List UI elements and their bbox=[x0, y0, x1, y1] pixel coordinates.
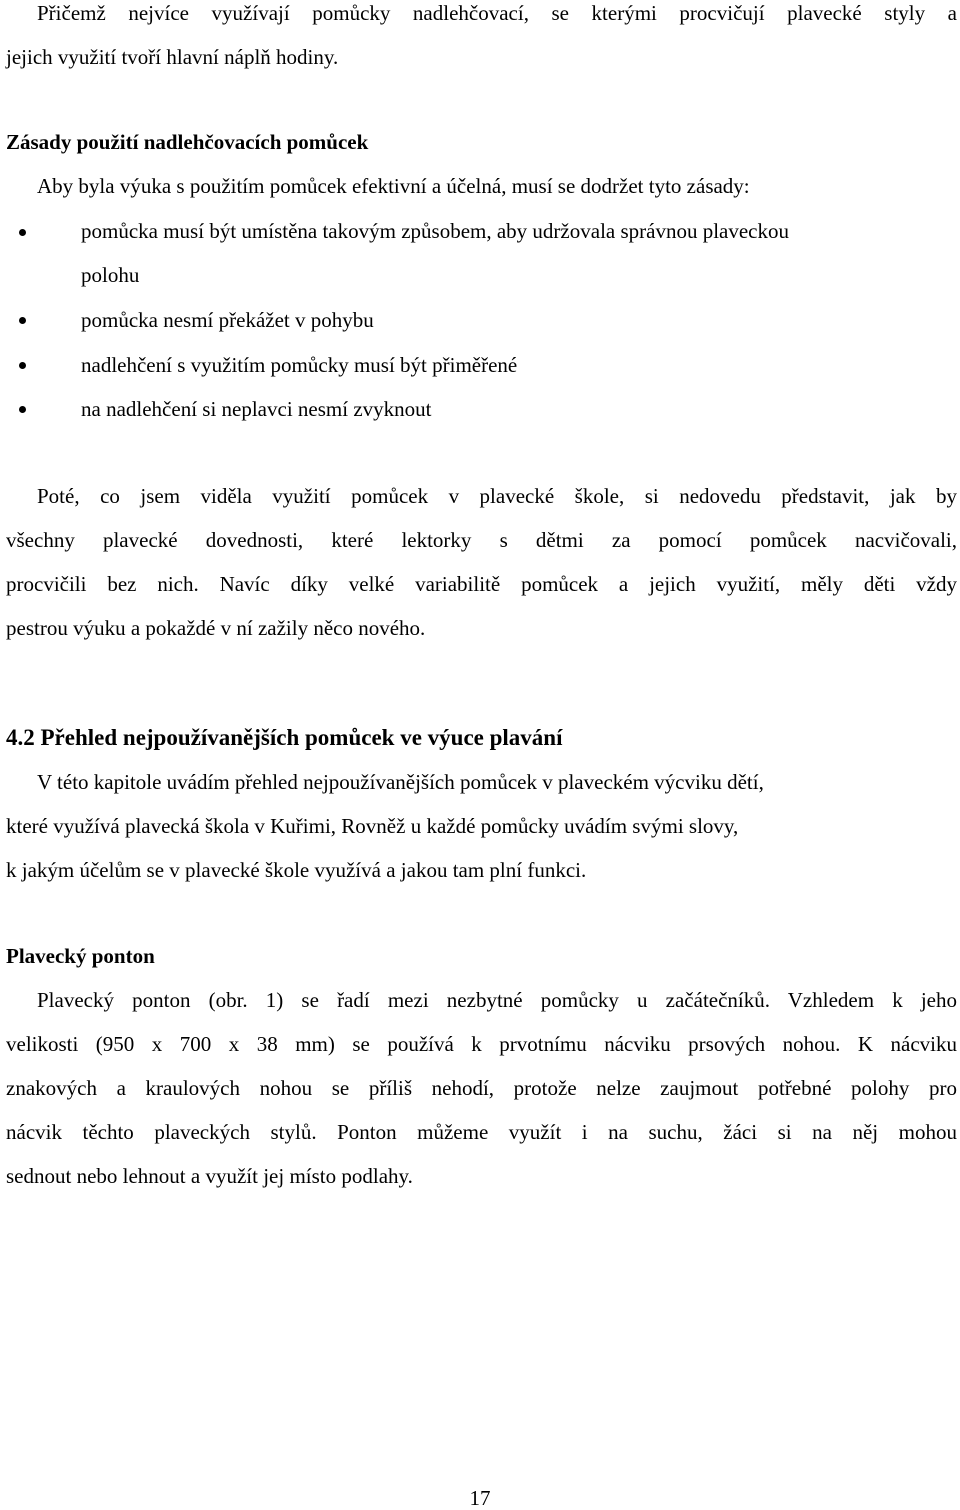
principles-heading: Zásady použití nadlehčovacích pomůcek bbox=[6, 130, 369, 154]
list-item-1-line-2: polohu bbox=[81, 263, 140, 287]
bullet-dot bbox=[19, 317, 26, 324]
principles-lead: Aby byla výuka s použitím pomůcek efektivní a účelná, musí se dodržet tyto zásady: bbox=[37, 174, 750, 198]
ponton-line-3: znakových a kraulových nohou se příliš nehodí, protože nelze zaujmout potřebné polohy pro bbox=[6, 1076, 957, 1100]
section-line-2: které využívá plavecká škola v Kuřimi, Rovněž u každé pomůcky uvádím svými slovy, bbox=[6, 814, 739, 838]
intro-line-2: jejich využití tvoří hlavní náplň hodiny. bbox=[6, 45, 339, 69]
observation-line-4: pestrou výuku a pokaždé v ní zažily něco nového. bbox=[6, 616, 426, 640]
ponton-heading: Plavecký ponton bbox=[6, 944, 155, 968]
list-item-1-line-1: pomůcka musí být umístěna takovým způsobem, aby udržovala správnou plaveckou bbox=[81, 219, 790, 243]
list-item-3: nadlehčení s využitím pomůcky musí být přiměřené bbox=[81, 353, 518, 377]
list-item-2: pomůcka nesmí překážet v pohybu bbox=[81, 308, 374, 332]
bullet-dot bbox=[19, 362, 26, 369]
intro-line-1: Přičemž nejvíce využívají pomůcky nadlehčovací, se kterými procvičují plavecké styly a bbox=[37, 1, 957, 25]
ponton-line-2: velikosti (950 x 700 x 38 mm) se používá k prvotnímu nácviku prsových nohou. K nácviku bbox=[6, 1032, 957, 1056]
ponton-line-4: nácvik těchto plaveckých stylů. Ponton můžeme využít i na suchu, žáci si na něj mohou bbox=[6, 1120, 957, 1144]
section-line-1: V této kapitole uvádím přehled nejpoužívanějších pomůcek v plaveckém výcviku dětí, bbox=[37, 770, 764, 794]
bullet-dot bbox=[19, 229, 26, 236]
section-heading: 4.2 Přehled nejpoužívanějších pomůcek ve výuce plavání bbox=[6, 725, 563, 750]
ponton-line-5: sednout nebo lehnout a využít jej místo podlahy. bbox=[6, 1164, 413, 1188]
bullet-dot bbox=[19, 406, 26, 413]
list-item-4: na nadlehčení si neplavci nesmí zvyknout bbox=[81, 397, 432, 421]
observation-line-3: procvičili bez nich. Navíc díky velké variabilitě pomůcek a jejich využití, měly děti vždy bbox=[6, 572, 957, 596]
page-number: 17 bbox=[469, 1486, 491, 1510]
observation-line-2: všechny plavecké dovednosti, které lektorky s dětmi za pomocí pomůcek nacvičovali, bbox=[6, 528, 957, 552]
section-line-3: k jakým účelům se v plavecké škole využívá a jakou tam plní funkci. bbox=[6, 858, 587, 882]
observation-line-1: Poté, co jsem viděla využití pomůcek v plavecké škole, si nedovedu představit, jak by bbox=[37, 484, 957, 508]
ponton-line-1: Plavecký ponton (obr. 1) se řadí mezi nezbytné pomůcky u začátečníků. Vzhledem k jeho bbox=[37, 988, 957, 1012]
